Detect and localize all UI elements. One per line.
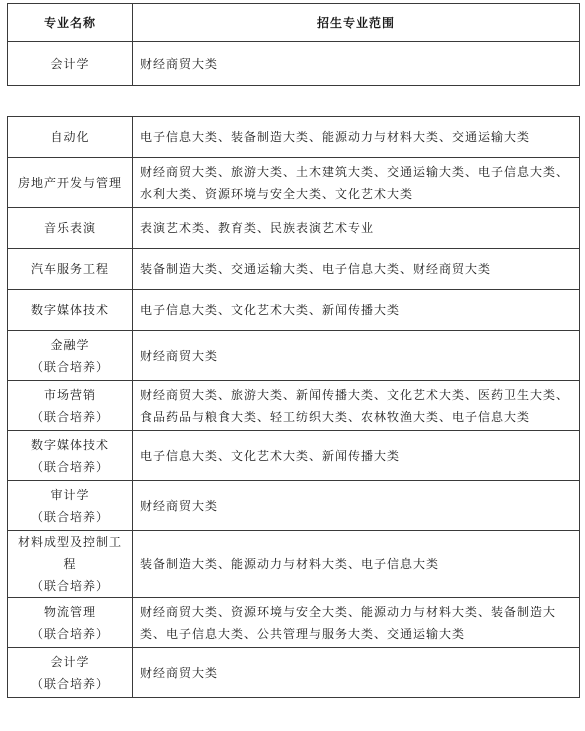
major-name-text: 材料成型及控制工程 [17,535,122,571]
table-row [8,331,580,381]
major-name [8,158,133,208]
table-row [8,208,580,249]
major-name-text: 数字媒体技术 [30,303,109,317]
joint-program-note: （联合培养） [30,359,109,374]
joint-program-note: （联合培养） [30,579,109,593]
major-range: 电子信息大类、装备制造大类、能源动力与材料大类、交通运输大类 [133,117,580,158]
major-name [8,117,133,158]
joint-program-note: （联合培养） [30,626,109,641]
major-range: 财经商贸大类 [133,648,580,698]
major-name-text: 自动化 [50,130,90,144]
major-name-text: 审计学 [50,487,90,502]
major-range: 财经商贸大类 [133,331,580,381]
major-name [8,249,133,290]
column-header-major-name: 专业名称 [8,4,133,42]
major-range: 财经商贸大类、资源环境与安全大类、能源动力与材料大类、装备制造大类、电子信息大类、公共管理与服务大类、交通运输大类 [133,598,580,648]
major-name-text: 物流管理 [43,604,96,619]
major-name [8,290,133,331]
major-range: 装备制造大类、能源动力与材料大类、电子信息大类 [133,531,580,598]
major-range: 装备制造大类、交通运输大类、电子信息大类、财经商贸大类 [133,249,580,290]
major-name [8,531,133,598]
table-row [8,381,580,431]
major-range: 财经商贸大类 [133,42,580,86]
major-name [8,648,133,698]
major-name [8,331,133,381]
major-range: 电子信息大类、文化艺术大类、新闻传播大类 [133,290,580,331]
major-name: 会计学 [8,42,133,86]
major-name [8,481,133,531]
major-name-text: 会计学 [50,654,90,669]
major-range: 电子信息大类、文化艺术大类、新闻传播大类 [133,431,580,481]
major-range: 表演艺术类、教育类、民族表演艺术专业 [133,208,580,249]
table-row [8,481,580,531]
table-row [8,42,580,86]
major-name-text: 金融学 [50,337,90,352]
table-row [8,158,580,208]
table-row [8,117,580,158]
major-name [8,208,133,249]
table-row [8,431,580,481]
major-name [8,598,133,648]
table-row [8,531,580,598]
joint-program-note: （联合培养） [30,409,109,424]
major-range: 财经商贸大类 [133,481,580,531]
table-header-row [8,4,580,42]
major-name-text: 汽车服务工程 [30,262,109,276]
major-name-text: 市场营销 [43,387,96,402]
joint-program-note: （联合培养） [30,459,109,474]
major-range: 财经商贸大类、旅游大类、土木建筑大类、交通运输大类、电子信息大类、水利大类、资源环境与安全大类、文化艺术大类 [133,158,580,208]
major-name [8,431,133,481]
major-range-table [7,116,580,698]
major-name-text: 音乐表演 [43,221,96,235]
table-row [8,648,580,698]
column-header-range: 招生专业范围 [133,4,580,42]
table-row [8,290,580,331]
major-name-text: 房地产开发与管理 [17,175,122,190]
major-name [8,381,133,431]
joint-program-note: （联合培养） [30,509,109,524]
table-row [8,249,580,290]
major-range: 财经商贸大类、旅游大类、新闻传播大类、文化艺术大类、医药卫生大类、食品药品与粮食大类、轻工纺织大类、农林牧渔大类、电子信息大类 [133,381,580,431]
major-range-table-header [7,3,580,86]
joint-program-note: （联合培养） [30,676,109,691]
table-row [8,598,580,648]
major-name-text: 数字媒体技术 [30,437,109,452]
